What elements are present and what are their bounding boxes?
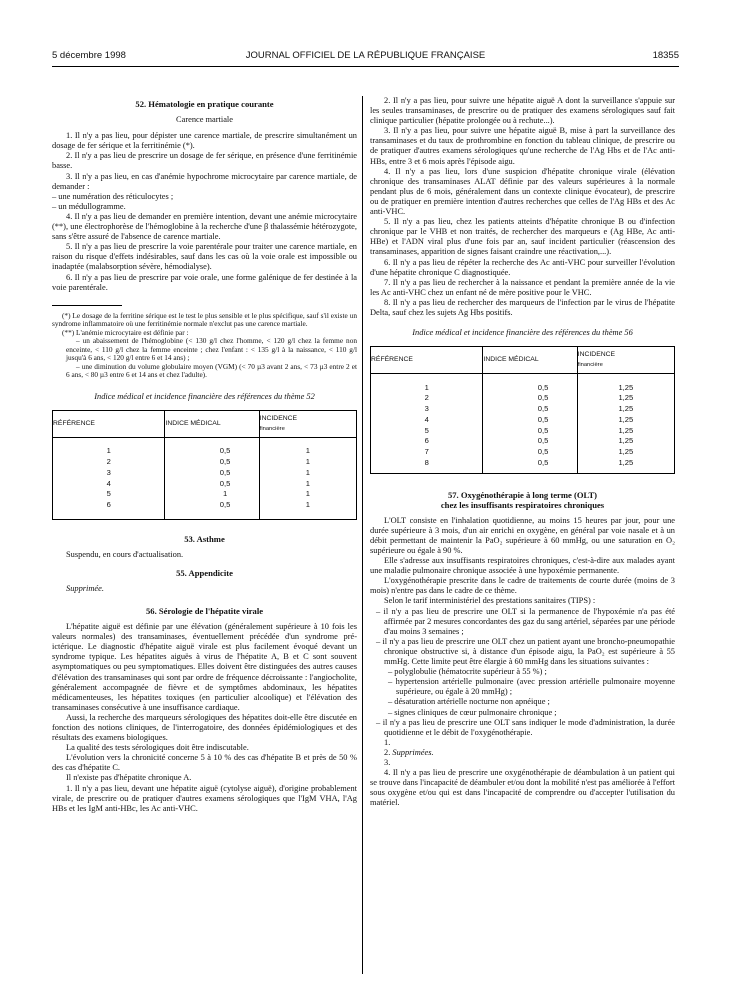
table-52-caption: Indice médical et incidence financière des références du thème 52 xyxy=(94,391,315,401)
right-column xyxy=(370,96,675,808)
paragraph: 6. Il n'y a pas lieu de répéter la recherche des Ac anti-VHC pour surveiller l'évolution d'une hépatite chronique C diagnostiquée. xyxy=(370,257,675,277)
table-row: 5 0,5 1,25 xyxy=(371,425,675,436)
section-56-title: 56. Sérologie de l'hépatite virale xyxy=(145,605,264,616)
section-57-title-line2: chez les insuffisants respiratoires chroniques xyxy=(440,499,605,510)
list-item: – un médullogramme. xyxy=(52,201,126,211)
footnote: (*) Le dosage de la ferritine sérique est le test le plus sensible et le plus spécifique, sauf s'il existe un syndrome inflammatoire où une ferritinémie normale n'exclut pas une carence martiale. xyxy=(52,310,357,329)
table-row: 1 0,5 1,25 xyxy=(371,382,675,393)
table-56 xyxy=(370,346,675,473)
left-column xyxy=(52,99,357,814)
paragraph: 7. Il n'y a pas lieu de rechercher à la naissance et pendant la première année de la vie les Ac anti-VHC chez un enfant né de mère positive pour le VHC. xyxy=(370,277,675,297)
list-item: – il n'y a pas lieu de prescrire une OLT chez un patient ayant une broncho-pneumopathie chronique obstructive si, à distance d'un épisode aigu, la PaO₂ est supérieure à 55 mmHg. Cette limite peut être élargie à 60 mmHg dans les situations suivantes : xyxy=(376,636,675,667)
paragraph: 3. Il n'y a pas lieu, en cas d'anémie hypochrome microcytaire par carence martiale, de demander : xyxy=(52,171,357,191)
list-subitem: – hypertension artérielle pulmonaire (avec pression artérielle pulmonaire moyenne supérieure, ou égale à 20 mmHg) ; xyxy=(388,677,675,697)
paragraph: Elle s'adresse aux insuffisants respiratoires chroniques, c'est-à-dire aux malades ayant une maladie pulmonaire chronique associée à une hypoxémie permanente. xyxy=(370,556,675,576)
numbered-item: 3. xyxy=(384,757,391,767)
header-journal-title: JOURNAL OFFICIEL DE LA RÉPUBLIQUE FRANÇAISE xyxy=(245,50,486,61)
paragraph: La qualité des tests sérologiques doit être indiscutable. xyxy=(66,743,249,753)
paragraph: 1. Il n'y a pas lieu, pour dépister une carence martiale, de prescrire simultanément un dosage de fer sérique et la ferritinémie (*). xyxy=(52,131,357,151)
paragraph: 8. Il n'y a pas lieu de rechercher des marqueurs de l'infection par le virus de l'hépatite Delta, sauf chez les sujets Ag Hbs positifs. xyxy=(370,297,675,317)
section-53-text: Suspendu, en cours d'actualisation. xyxy=(66,549,184,559)
list-item: – une numération des réticulocytes ; xyxy=(52,191,174,201)
paragraph: L'évolution vers la chronicité concerne 5 à 10 % des cas d'hépatite B et près de 50 % des cas d'hépatite C. xyxy=(52,753,357,773)
table-52 xyxy=(52,410,357,520)
paragraph: 1. Il n'y a pas lieu, devant une hépatite aiguë (cytolyse aiguë), d'origine probablement virale, de prescrire ou de pratiquer d'autres examens sérologiques que l'IgM VHA, l'Ag HBs et les IgM anti-HBc, les Ac anti-VHC. xyxy=(52,783,357,813)
section-57-title: 57. Oxygénothérapie à long terme (OLT) xyxy=(447,489,598,500)
footnotes xyxy=(52,312,357,380)
paragraph: 3. Il n'y a pas lieu, pour suivre une hépatite aiguë B, mise à part la surveillance des transaminases et du taux de prothrombine en fonction du tableau clinique, de prescrire ou de pratiquer d'autres examens sérologiques qu'une recherche de l'Ag Hbs et de l'Ac anti-HBs, entre 3 et 6 mois après l'épisode aigu. xyxy=(370,126,675,166)
paragraph: 4. Il n'y a pas lieu de demander en première intention, devant une anémie microcytaire (**), une électrophorèse de l'hémoglobine à la recherche d'une β thalassémie hétérozygote, sans s'être assuré de l'absence de carence martiale. xyxy=(52,211,357,242)
table-row: 6 0,5 1,25 xyxy=(371,436,675,447)
section-52-subtitle: Carence martiale xyxy=(176,115,233,125)
paragraph: 5. Il n'y a pas lieu de prescrire la voie parentérale pour traiter une carence martiale, en raison du risque d'effets indésirables, sauf dans les cas où la voie orale est impossible ou inadaptée (malabsorption sévère, hémodialyse). xyxy=(52,242,357,272)
list-item: – il n'y a pas lieu de prescrire une OLT sans indiquer le mode d'administration, la durée quotidienne et le débit de l'oxygénothérapie. xyxy=(376,717,675,737)
list-item: – il n'y a pas lieu de prescrire une OLT si la permanence de l'hypoxémie n'a pas été affirmée par 2 mesures concordantes des gaz du sang artériel, séparées par une période d'au moins 3 semaines ; xyxy=(376,606,675,636)
paragraph: 5. Il n'y a pas lieu, chez les patients atteints d'hépatite chronique B ou d'infection chronique par le VHB et non traités, de rechercher des marqueurs e (Ag HBe, Ac anti-HBe) et l'ADN viral plus d'une fois par an, sauf incident particulier (réascension des transaminases, apparition de signes faisant craindre une réactivation,...). xyxy=(370,217,675,257)
paragraph: Il n'existe pas d'hépatite chronique A. xyxy=(66,773,192,783)
paragraph: 2. Il n'y a pas lieu de prescrire un dosage de fer sérique, en présence d'une ferritinémie basse. xyxy=(52,151,357,171)
table-56-caption: Indice médical et incidence financière des références du thème 56 xyxy=(412,328,633,338)
table-row: 2 0,5 1 xyxy=(53,457,357,468)
section-52-title: 52. Hématologie en pratique courante xyxy=(135,99,274,109)
footnote: (**) L'anémie microcytaire est définie par : xyxy=(62,327,189,337)
header-date: 5 décembre 1998 xyxy=(52,50,126,61)
paragraph: 6. Il n'y a pas lieu de prescrire par voie orale, une forme galénique de fer destinée à la voie parentérale. xyxy=(52,272,357,292)
table-row: 3 0,5 1 xyxy=(53,467,357,478)
footnote-separator xyxy=(52,305,122,306)
table-row: 1 0,5 1 xyxy=(53,446,357,457)
footnote-item: – une diminution du volume globulaire moyen (VGM) (< 70 µ3 avant 2 ans, < 73 µ3 entre 2 et 6 ans, < 80 µ3 entre 6 et 14 ans et chez l'adulte). xyxy=(66,361,357,380)
column-header-reference: RÉFÉRENCE xyxy=(53,410,165,437)
page-header xyxy=(52,50,679,66)
paragraph: L'OLT consiste en l'inhalation quotidienne, au moins 15 heures par jour, pour une durée supérieure à 3 mois, d'un air enrichi en oxygène, en général par voie nasale et à un débit permettant de maintenir la PaO₂ supérieure à 60 mmHg, ou une saturation en O₂ supérieure ou égale à 90 %. xyxy=(370,515,675,555)
column-header-reference: RÉFÉRENCE xyxy=(371,347,483,374)
paragraph: Aussi, la recherche des marqueurs sérologiques des hépatites doit-elle être discutée en fonction des notions cliniques, de l'interrogatoire, des données épidémiologiques et des résultats des examens biologiques. xyxy=(52,712,357,743)
section-55-text: Supprimée. xyxy=(66,583,104,593)
footnote-item: – un abaissement de l'hémoglobine (< 130 g/l chez l'homme, < 120 g/l chez la femme non enceinte, < 110 g/l chez la femme enceinte ; chez l'enfant : < 135 g/l à la naissance, < 110 g/l jusqu'à 6 ans, < 120 g/l entre 6 et 14 ans) ; xyxy=(66,336,357,363)
paragraph: Selon le tarif interministériel des prestations sanitaires (TIPS) : xyxy=(384,596,596,606)
table-row: 7 0,5 1,25 xyxy=(371,447,675,458)
column-header-financial-incidence: INCIDENCE financière xyxy=(577,347,674,374)
header-rule xyxy=(52,66,679,67)
paragraph: 4. Il n'y a pas lieu de prescrire une oxygénothérapie de déambulation à un patient qui se trouve dans l'incapacité de déambuler et/ou dont la mobilité n'est pas améliorée à l'effort sous oxygène et/ou qui est dans l'incapacité de comprendre ou d'accepter l'utilisation du matériel. xyxy=(370,768,675,808)
numbered-item: 1. xyxy=(384,737,391,747)
section-55-title: 55. Appendicite xyxy=(176,567,233,578)
table-row: 6 0,5 1 xyxy=(53,500,357,511)
header-page-number: 18355 xyxy=(652,50,679,61)
paragraph: L'hépatite aiguë est définie par une élévation (généralement supérieure à 10 fois les valeurs normales) des transaminases, éventuellement précédée d'un syndrome pré-ictérique. Le diagnostic d'hépatite aiguë virale est plus facilement évoqué devant un syndrome typique. Les hépatites aiguës à virus de l'hépatite A, B et C sont souvent asymptomatiques ou peu symptomatiques. Elles doivent être distinguées des autres causes d'élévation des transaminases qui sont par ordre de fréquence décroissante : l'angiocholite, généralement accompagnée de fièvre et de symptômes abdominaux, les hépatites médicamenteuses, les hépatites toxiques (en particulier alcoolique) et l'élévation des transaminases consécutive à une insuffisance cardiaque. xyxy=(52,622,357,712)
column-divider xyxy=(362,96,363,974)
column-header-financial-incidence: INCIDENCE financière xyxy=(259,410,356,437)
list-subitem: – désaturation artérielle nocturne non apnéique ; xyxy=(388,697,550,707)
column-header-medical-index: INDICE MÉDICAL xyxy=(483,347,577,374)
section-53-title: 53. Asthme xyxy=(184,533,225,544)
paragraph: 2. Il n'y a pas lieu, pour suivre une hépatite aiguë A dont la surveillance s'appuie sur les seules transaminases, de prescrire ou de pratiquer des examens sérologiques sauf fait clinique particulier (hépatite prolongée ou à rechute...). xyxy=(370,96,675,126)
column-header-medical-index: INDICE MÉDICAL xyxy=(165,410,259,437)
table-row: 4 0,5 1 xyxy=(53,478,357,489)
table-row: 2 0,5 1,25 xyxy=(371,393,675,404)
numbered-item: 2. Supprimées. xyxy=(384,747,434,757)
list-subitem: – signes cliniques de cœur pulmonaire chronique ; xyxy=(388,707,557,717)
list-subitem: – polyglobulie (hématocrite supérieur à 55 %) ; xyxy=(388,667,547,677)
table-row: 3 0,5 1,25 xyxy=(371,404,675,415)
table-row: 5 1 1 xyxy=(53,489,357,500)
paragraph: 4. Il n'y a pas lieu, lors d'une suspicion d'hépatite chronique virale (élévation chronique des transaminases ALAT définie par des valeurs supérieures à la normale pendant plus de 6 mois, généralement dans un contexte clinique évocateur), de prescrire ou de pratiquer en première intention d'autres recherches que celles de l'Ag HBs et des Ac anti-VHC. xyxy=(370,166,675,217)
table-row: 8 0,5 1,25 xyxy=(371,458,675,469)
paragraph: L'oxygénothérapie prescrite dans le cadre de traitements de courte durée (moins de 3 mois) n'entre pas dans le cadre de ce thème. xyxy=(370,576,675,596)
table-row: 4 0,5 1,25 xyxy=(371,415,675,426)
